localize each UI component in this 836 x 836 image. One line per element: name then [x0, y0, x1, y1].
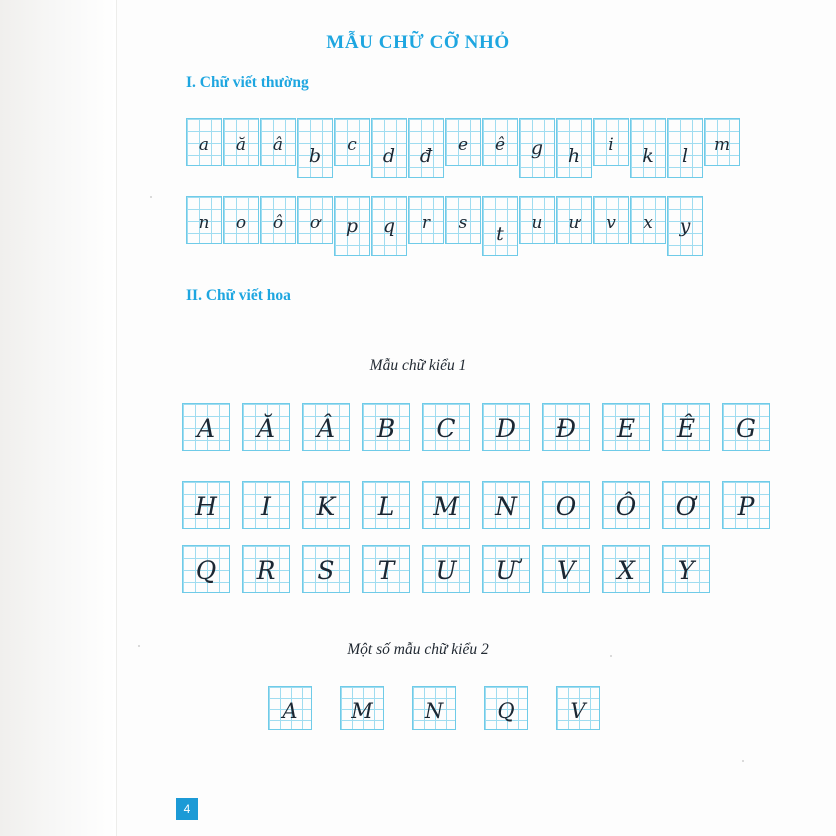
- letter-cell: [445, 118, 481, 166]
- letter-glyph: Â: [316, 414, 336, 443]
- letter-cell: [630, 196, 666, 244]
- letter-cell: [722, 403, 770, 451]
- letter-cell: [556, 686, 600, 730]
- letter-glyph: v: [606, 213, 616, 233]
- letter-cell: [422, 403, 470, 451]
- letter-glyph: L: [377, 492, 395, 521]
- letter-cell: [297, 118, 333, 178]
- letter-glyph: â: [272, 135, 284, 155]
- letter-cell: [556, 196, 592, 244]
- lowercase-row-1: [186, 118, 741, 178]
- letter-cell: [242, 403, 290, 451]
- letter-cell: [482, 545, 530, 593]
- letter-glyph: y: [679, 215, 691, 237]
- letter-glyph: x: [643, 213, 653, 233]
- letter-cell: [542, 403, 590, 451]
- letter-cell: [482, 403, 530, 451]
- letter-glyph: Ă: [256, 414, 276, 443]
- letter-glyph: o: [235, 213, 247, 233]
- letter-cell: [542, 481, 590, 529]
- letter-glyph: u: [531, 213, 543, 233]
- letter-glyph: p: [345, 215, 359, 237]
- letter-cell: [593, 118, 629, 166]
- letter-glyph: Ơ: [675, 492, 697, 521]
- letter-glyph: T: [377, 556, 395, 585]
- letter-glyph: i: [608, 135, 614, 155]
- letter-glyph: n: [198, 213, 210, 233]
- letter-cell: [268, 686, 312, 730]
- letter-cell: [482, 118, 518, 166]
- letter-cell: [223, 118, 259, 166]
- letter-glyph: ô: [272, 213, 284, 233]
- letter-cell: [412, 686, 456, 730]
- letter-cell: [182, 403, 230, 451]
- letter-glyph: q: [382, 215, 396, 237]
- letter-cell: [362, 403, 410, 451]
- letter-cell: [593, 196, 629, 244]
- letter-cell: [422, 481, 470, 529]
- letter-glyph: N: [495, 492, 517, 521]
- letter-cell: [186, 196, 222, 244]
- letter-cell: [482, 196, 518, 256]
- letter-glyph: M: [351, 699, 373, 723]
- letter-glyph: a: [198, 135, 210, 155]
- letter-cell: [334, 118, 370, 166]
- letter-cell: [408, 196, 444, 244]
- uppercase-style1-row-3: [182, 545, 722, 593]
- page-binding-line: [116, 0, 117, 836]
- page-title: MẪU CHỮ CỠ NHỎ: [326, 32, 510, 53]
- letter-cell: [242, 481, 290, 529]
- letter-glyph: H: [195, 492, 217, 521]
- letter-glyph: P: [737, 492, 755, 521]
- letter-glyph: Y: [677, 556, 695, 585]
- letter-cell: [602, 545, 650, 593]
- letter-cell: [186, 118, 222, 166]
- letter-cell: [722, 481, 770, 529]
- letter-glyph: ơ: [309, 213, 321, 233]
- letter-cell: [445, 196, 481, 244]
- letter-glyph: ê: [494, 135, 506, 155]
- letter-glyph: s: [458, 213, 468, 233]
- letter-cell: [484, 686, 528, 730]
- letter-glyph: Q: [497, 699, 515, 723]
- letter-cell: [334, 196, 370, 256]
- letter-cell: [662, 545, 710, 593]
- letter-cell: [362, 545, 410, 593]
- letter-glyph: G: [736, 414, 756, 443]
- uppercase-style1-row-2: [182, 481, 782, 529]
- letter-cell: [302, 403, 350, 451]
- page-number: 4: [176, 798, 198, 820]
- letter-cell: [371, 118, 407, 178]
- letter-cell: [667, 196, 703, 256]
- letter-cell: [667, 118, 703, 178]
- letter-glyph: V: [570, 699, 586, 723]
- letter-glyph: D: [495, 414, 517, 443]
- letter-glyph: Ê: [676, 414, 696, 443]
- letter-glyph: đ: [419, 145, 433, 167]
- letter-glyph: b: [308, 145, 322, 167]
- letter-glyph: ư: [568, 213, 580, 233]
- section-heading-uppercase: II. Chữ viết hoa: [186, 287, 291, 304]
- letter-cell: [630, 118, 666, 178]
- letter-cell: [662, 481, 710, 529]
- letter-glyph: K: [316, 492, 336, 521]
- letter-cell: [340, 686, 384, 730]
- section-heading-lowercase: I. Chữ viết thường: [186, 74, 309, 91]
- letter-cell: [260, 196, 296, 244]
- letter-glyph: k: [642, 145, 654, 167]
- letter-glyph: A: [196, 414, 216, 443]
- letter-glyph: e: [457, 135, 469, 155]
- lowercase-row-2: [186, 196, 704, 256]
- letter-glyph: h: [567, 145, 581, 167]
- letter-cell: [362, 481, 410, 529]
- letter-cell: [422, 545, 470, 593]
- letter-glyph: r: [421, 213, 431, 233]
- letter-cell: [704, 118, 740, 166]
- letter-cell: [602, 481, 650, 529]
- letter-cell: [519, 196, 555, 244]
- letter-glyph: B: [376, 414, 396, 443]
- letter-glyph: Ô: [615, 492, 637, 521]
- letter-glyph: A: [282, 699, 298, 723]
- letter-cell: [242, 545, 290, 593]
- uppercase-style2-row-1: [268, 686, 628, 730]
- letter-glyph: t: [496, 223, 504, 245]
- letter-glyph: I: [261, 492, 271, 521]
- letter-glyph: N: [424, 699, 444, 723]
- letter-glyph: ă: [235, 135, 247, 155]
- letter-glyph: l: [681, 145, 689, 167]
- letter-cell: [182, 481, 230, 529]
- page-binding-shadow: [0, 0, 116, 836]
- letter-cell: [662, 403, 710, 451]
- letter-cell: [482, 481, 530, 529]
- letter-cell: [408, 118, 444, 178]
- letter-glyph: c: [347, 135, 357, 155]
- letter-glyph: Q: [195, 556, 217, 585]
- letter-glyph: d: [382, 145, 396, 167]
- subheading-style-2: Một số mẫu chữ kiểu 2: [347, 641, 489, 658]
- letter-glyph: X: [617, 556, 635, 585]
- letter-cell: [371, 196, 407, 256]
- letter-glyph: C: [436, 414, 456, 443]
- letter-cell: [602, 403, 650, 451]
- uppercase-style1-row-1: [182, 403, 782, 451]
- letter-cell: [302, 545, 350, 593]
- letter-glyph: m: [713, 135, 731, 155]
- letter-cell: [260, 118, 296, 166]
- letter-cell: [302, 481, 350, 529]
- letter-glyph: S: [317, 556, 335, 585]
- letter-cell: [542, 545, 590, 593]
- letter-glyph: Ư: [495, 556, 517, 585]
- letter-cell: [297, 196, 333, 244]
- letter-cell: [223, 196, 259, 244]
- letter-glyph: M: [433, 492, 459, 521]
- letter-glyph: R: [256, 556, 276, 585]
- letter-glyph: U: [435, 556, 457, 585]
- letter-glyph: E: [616, 414, 636, 443]
- letter-cell: [556, 118, 592, 178]
- subheading-style-1: Mẫu chữ kiểu 1: [369, 357, 467, 374]
- letter-glyph: Đ: [555, 414, 577, 443]
- letter-glyph: O: [555, 492, 577, 521]
- letter-glyph: g: [530, 137, 544, 159]
- letter-glyph: V: [556, 556, 576, 585]
- letter-cell: [519, 118, 555, 178]
- letter-cell: [182, 545, 230, 593]
